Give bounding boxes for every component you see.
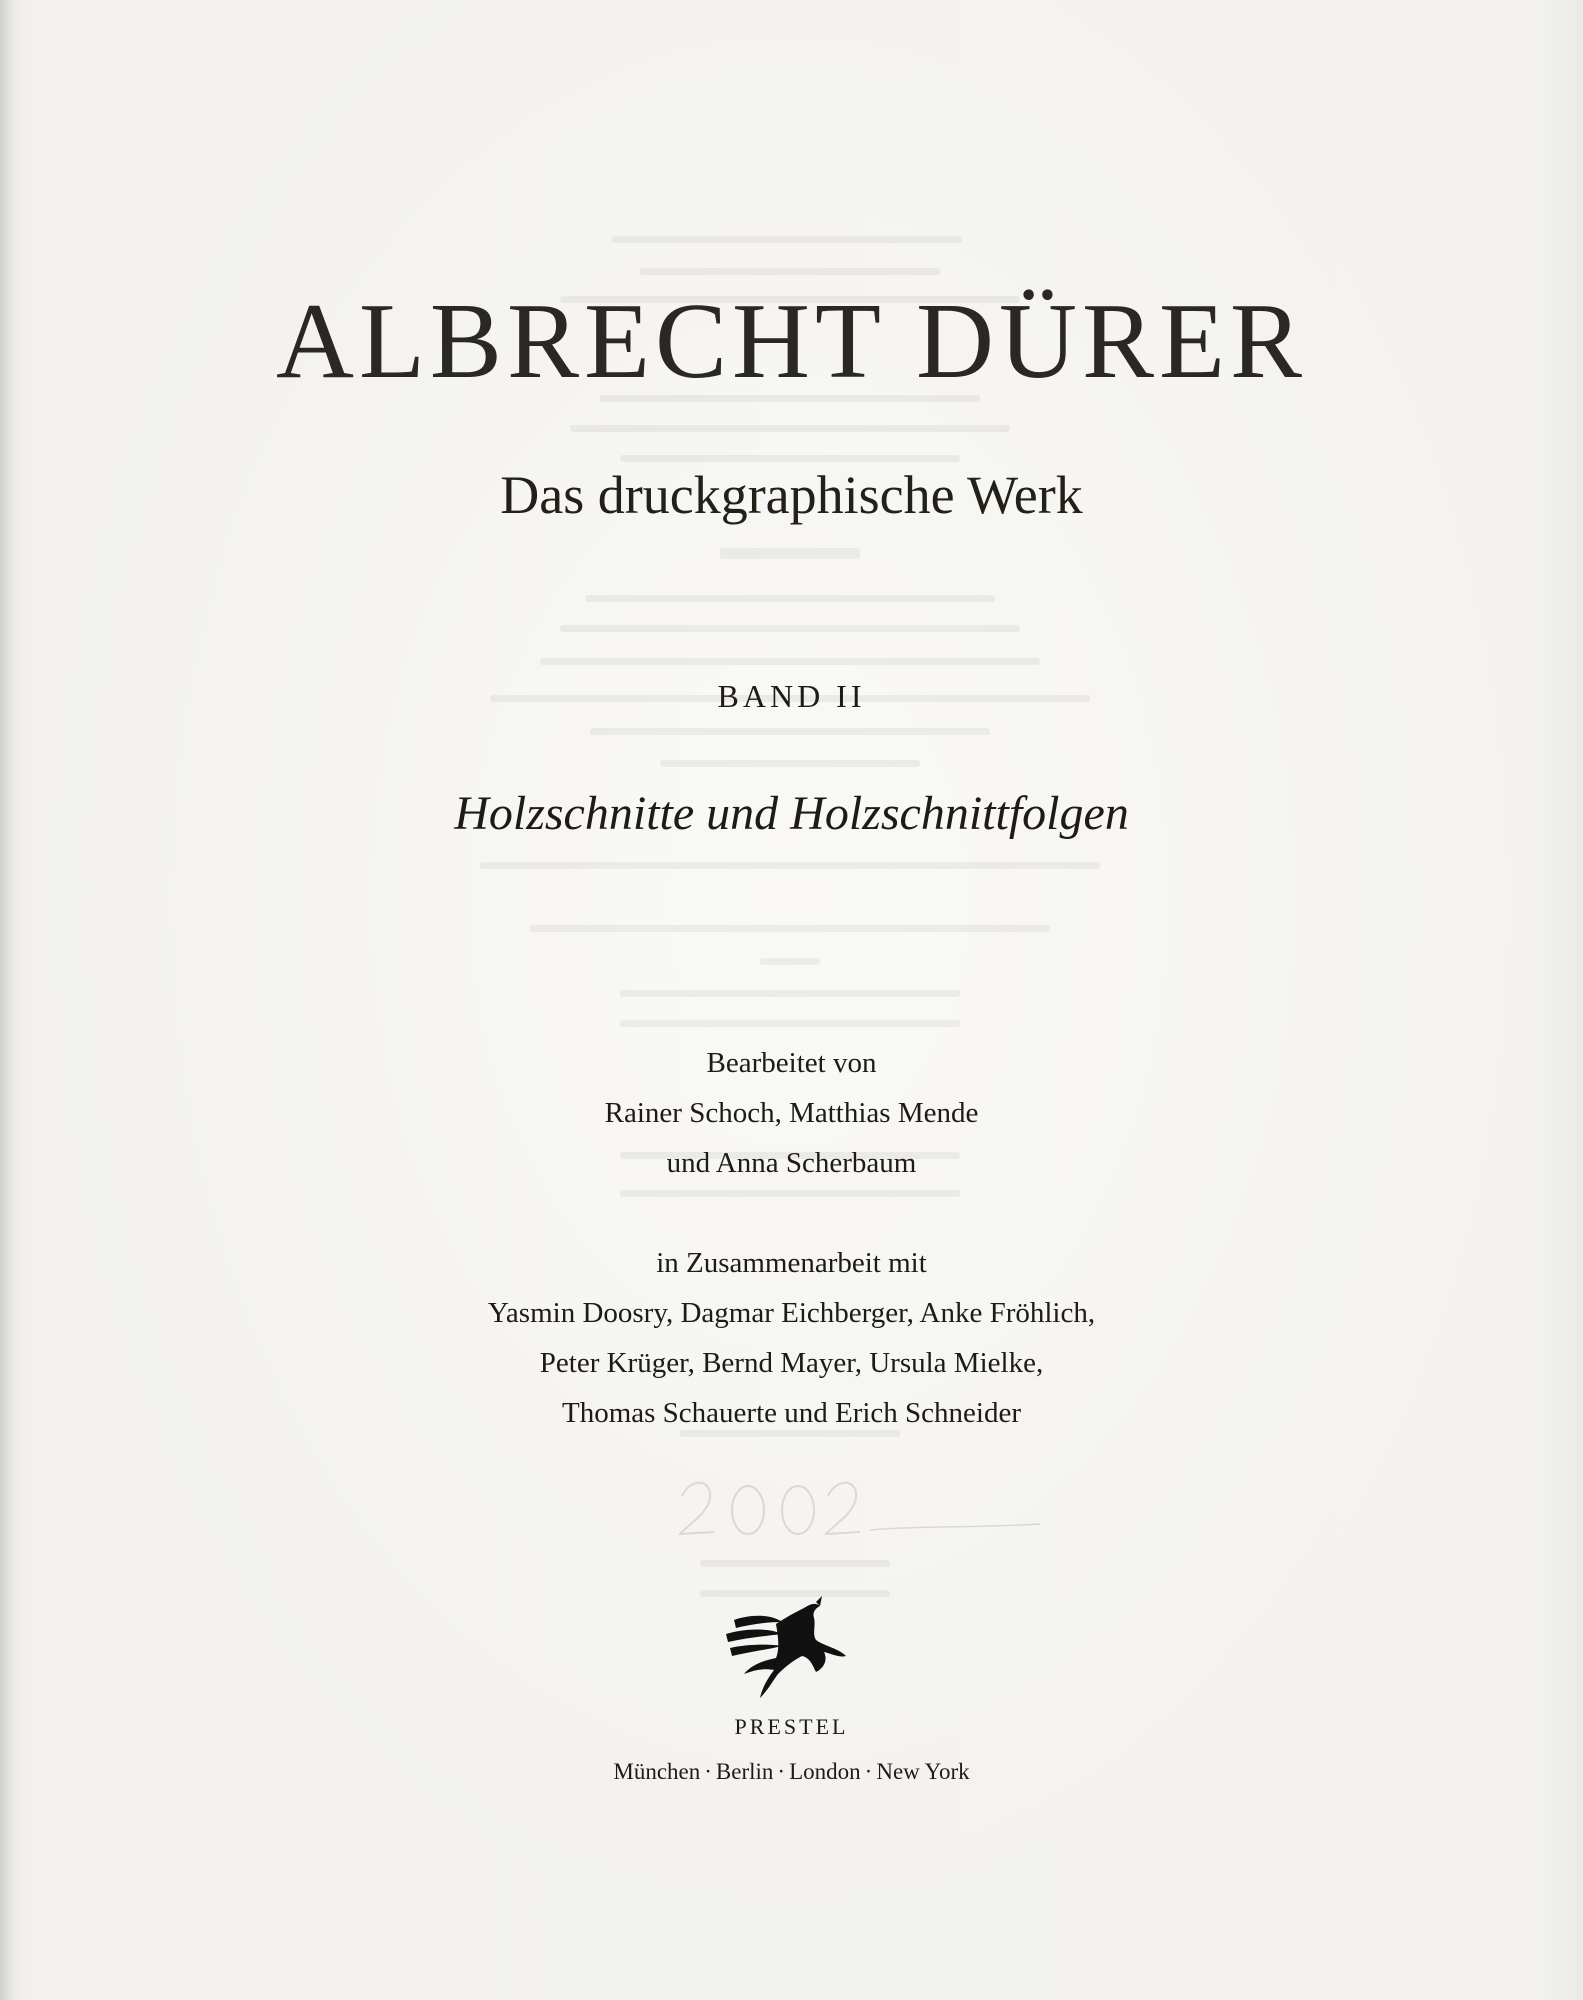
editors-intro: Bearbeitet von (706, 1047, 877, 1079)
volume-label: BAND II (717, 678, 866, 714)
collaborators-names-line: Peter Krüger, Bernd Mayer, Ursula Mielke, (539, 1347, 1044, 1379)
collaborators-names-line: Thomas Schauerte und Erich Schneider (561, 1397, 1021, 1429)
pegasus-icon (716, 1594, 856, 1704)
book-author-title: ALBRECHT DÜRER (275, 282, 1308, 401)
volume-title: Holzschnitte und Holzschnittfolgen (454, 787, 1129, 840)
city-name: New York (876, 1759, 970, 1784)
city-name: Berlin (715, 1759, 774, 1784)
city-separator: · (777, 1759, 786, 1784)
city-name: München (613, 1759, 701, 1784)
editors-block (0, 1038, 1583, 1188)
city-name: London (789, 1759, 861, 1784)
collaborators-block (0, 1238, 1583, 1438)
city-separator: · (864, 1759, 873, 1784)
publisher-name: PRESTEL (734, 1714, 849, 1739)
collaborators-intro: in Zusammenarbeit mit (656, 1247, 927, 1279)
editors-names-line: und Anna Scherbaum (666, 1147, 917, 1179)
handwritten-pencil-note (670, 1468, 1050, 1548)
city-separator: · (704, 1759, 712, 1784)
editors-names-line: Rainer Schoch, Matthias Mende (604, 1097, 979, 1129)
collaborators-names-line: Yasmin Doosry, Dagmar Eichberger, Anke Fröhlich, (487, 1297, 1096, 1329)
book-subtitle: Das druckgraphische Werk (500, 465, 1083, 525)
publisher-cities (0, 1760, 1583, 1783)
